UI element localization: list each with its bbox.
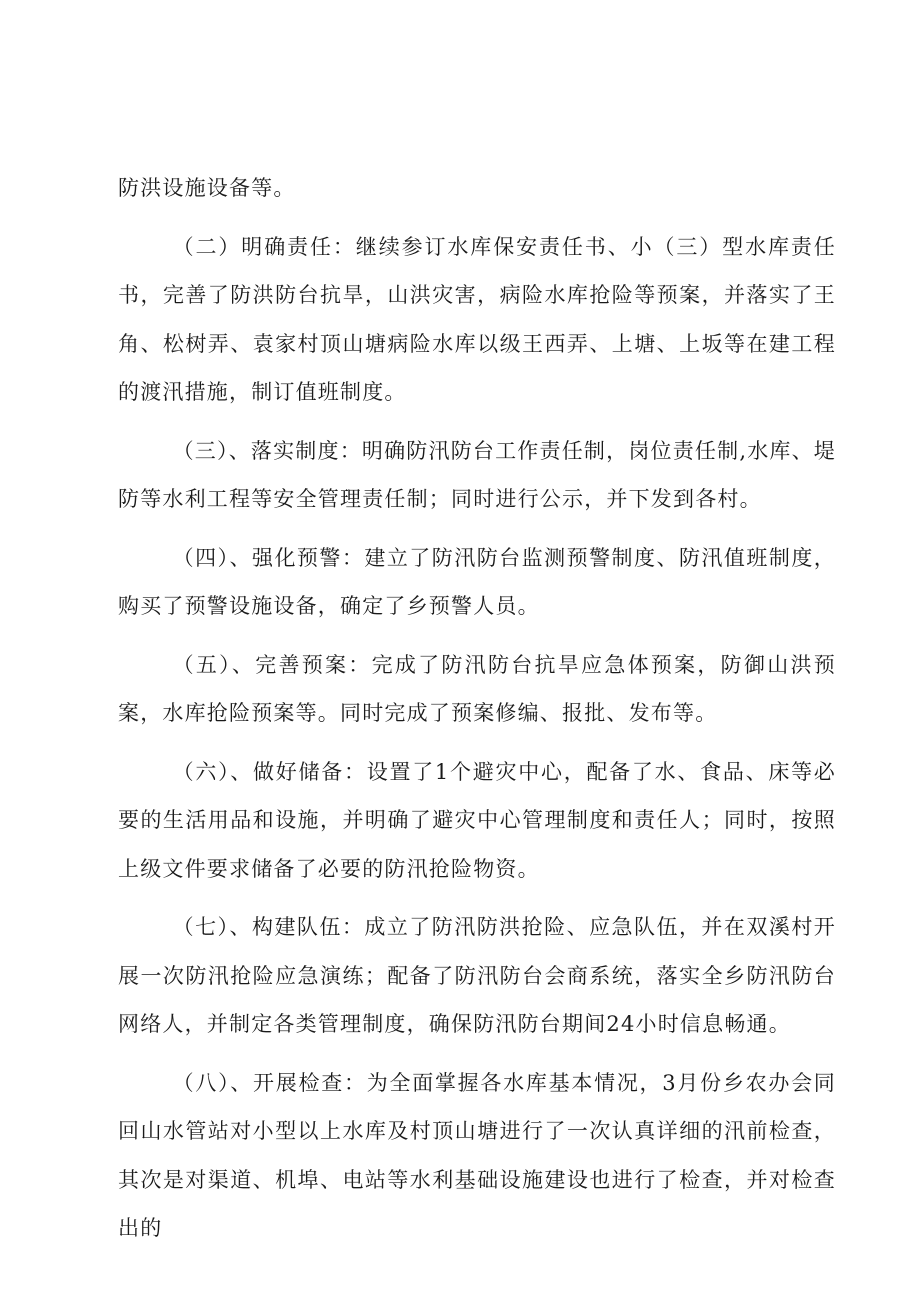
paragraph-clarify-responsibility: （二）明确责任：继续参订水库保安责任书、小（三）型水库责任书，完善了防洪防台抗旱，山洪灾害，病险水库抢险等预案，并落实了王角、松树弄、袁家村顶山塘病险水库以级王西弄、上塘、上坂等在建工程的渡汛措施，制订值班制度。 bbox=[118, 234, 836, 404]
paragraph-continuation: 防洪设施设备等。 bbox=[118, 176, 296, 200]
paragraph-strengthen-warning: （四）、强化预警：建立了防汛防台监测预警制度、防汛值班制度，购买了预警设施设备，确定了乡预警人员。 bbox=[118, 545, 836, 618]
paragraph-implement-system: （三）、落实制度：明确防汛防台工作责任制，岗位责任制,水库、堤防等水利工程等安全管理责任制；同时进行公示，并下发到各村。 bbox=[118, 438, 836, 511]
paragraph-inspections: （八）、开展检查：为全面掌握各水库基本情况，3月份乡农办会同回山水管站对小型以上水库及村顶山塘进行了一次认真详细的汛前检查，其次是对渠道、机埠、电站等水利基础设施建设也进行了检查，并对检查出的 bbox=[118, 1070, 836, 1240]
paragraph-improve-plans: （五）、完善预案：完成了防汛防台抗旱应急体预案，防御山洪预案，水库抢险预案等。同时完成了预案修编、报批、发布等。 bbox=[118, 652, 836, 725]
paragraph-build-teams: （七）、构建队伍：成立了防汛防洪抢险、应急队伍，并在双溪村开展一次防汛抢险应急演练；配备了防汛防台会商系统，落实全乡防汛防台网络人，并制定各类管理制度，确保防汛防台期间24小时信息畅通。 bbox=[118, 915, 836, 1036]
paragraph-reserves: （六）、做好储备：设置了1个避灾中心，配备了水、食品、床等必要的生活用品和设施，并明确了避灾中心管理制度和责任人；同时，按照上级文件要求储备了必要的防汛抢险物资。 bbox=[118, 759, 836, 881]
